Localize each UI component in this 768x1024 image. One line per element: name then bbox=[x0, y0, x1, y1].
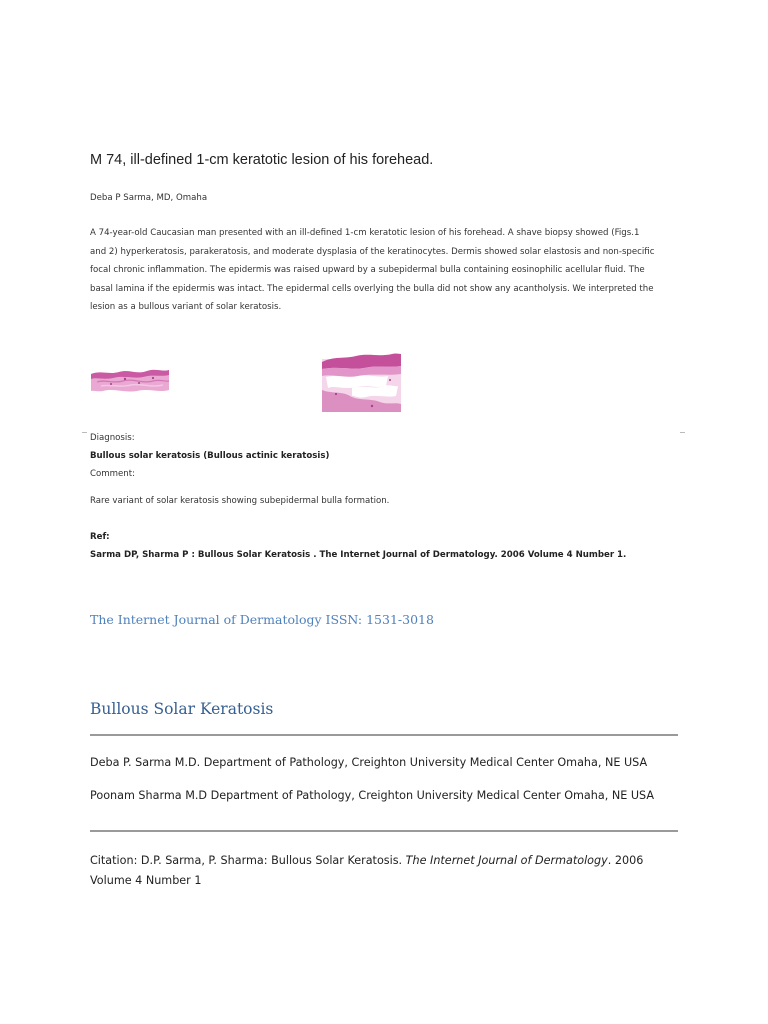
citation-prefix: Citation: D.P. Sarma, P. Sharma: Bullous Solar Keratosis. bbox=[90, 854, 406, 867]
case-description-line: A 74-year-old Caucasian man presented with an ill-defined 1-cm keratotic lesion of his forehead. A shave biopsy showed (Figs.1 bbox=[90, 228, 640, 238]
divider-tick bbox=[82, 432, 87, 433]
case-description-line: basal lamina if the epidermis was intact. The epidermal cells overlying the bulla did not show any acantholysis. We interpreted the bbox=[90, 283, 654, 294]
citation-suffix: . 2006 Volume 4 Number 1 bbox=[90, 854, 644, 887]
diagnosis-label: Diagnosis: bbox=[90, 433, 135, 443]
divider-tick bbox=[680, 432, 685, 433]
diagnosis-text: Bullous solar keratosis (Bullous actinic keratosis) bbox=[90, 451, 330, 461]
author-affiliation: Deba P. Sarma M.D. Department of Pathology, Creighton University Medical Center Omaha, NE USA bbox=[90, 756, 648, 769]
ref-label: Ref: bbox=[90, 532, 110, 542]
ref-text: Sarma DP, Sharma P : Bullous Solar Keratosis . The Internet Journal of Dermatology. 2006 Volume 4 Number 1. bbox=[90, 550, 627, 560]
case-description-line: and 2) hyperkeratosis, parakeratosis, and moderate dysplasia of the keratinocytes. Dermis showed solar elastosis and non-specific bbox=[90, 246, 655, 257]
citation bbox=[90, 851, 680, 891]
comment-label: Comment: bbox=[90, 469, 135, 479]
horizontal-rule bbox=[90, 734, 678, 736]
case-author: Deba P Sarma, MD, Omaha bbox=[90, 193, 208, 203]
horizontal-rule bbox=[90, 830, 678, 832]
comment-text: Rare variant of solar keratosis showing subepidermal bulla formation. bbox=[90, 496, 390, 506]
case-description-line: focal chronic inflammation. The epidermis was raised upward by a subepidermal bulla containing eosinophilic acellular fluid. The bbox=[90, 265, 645, 276]
author-affiliation: Poonam Sharma M.D Department of Pathology, Creighton University Medical Center Omaha, NE USA bbox=[90, 789, 654, 802]
case-description-line: lesion as a bullous variant of solar keratosis. bbox=[90, 302, 282, 313]
journal-issn-heading: The Internet Journal of Dermatology ISSN: 1531-3018 bbox=[90, 612, 434, 627]
histology-figure-2[interactable] bbox=[322, 350, 401, 412]
case-title: M 74, ill-defined 1-cm keratotic lesion of his forehead. bbox=[90, 152, 434, 168]
case-description bbox=[90, 224, 690, 317]
article-title: Bullous Solar Keratosis bbox=[90, 700, 274, 718]
citation-journal-name: The Internet Journal of Dermatology bbox=[405, 854, 608, 867]
histology-figure-1[interactable] bbox=[91, 366, 169, 394]
